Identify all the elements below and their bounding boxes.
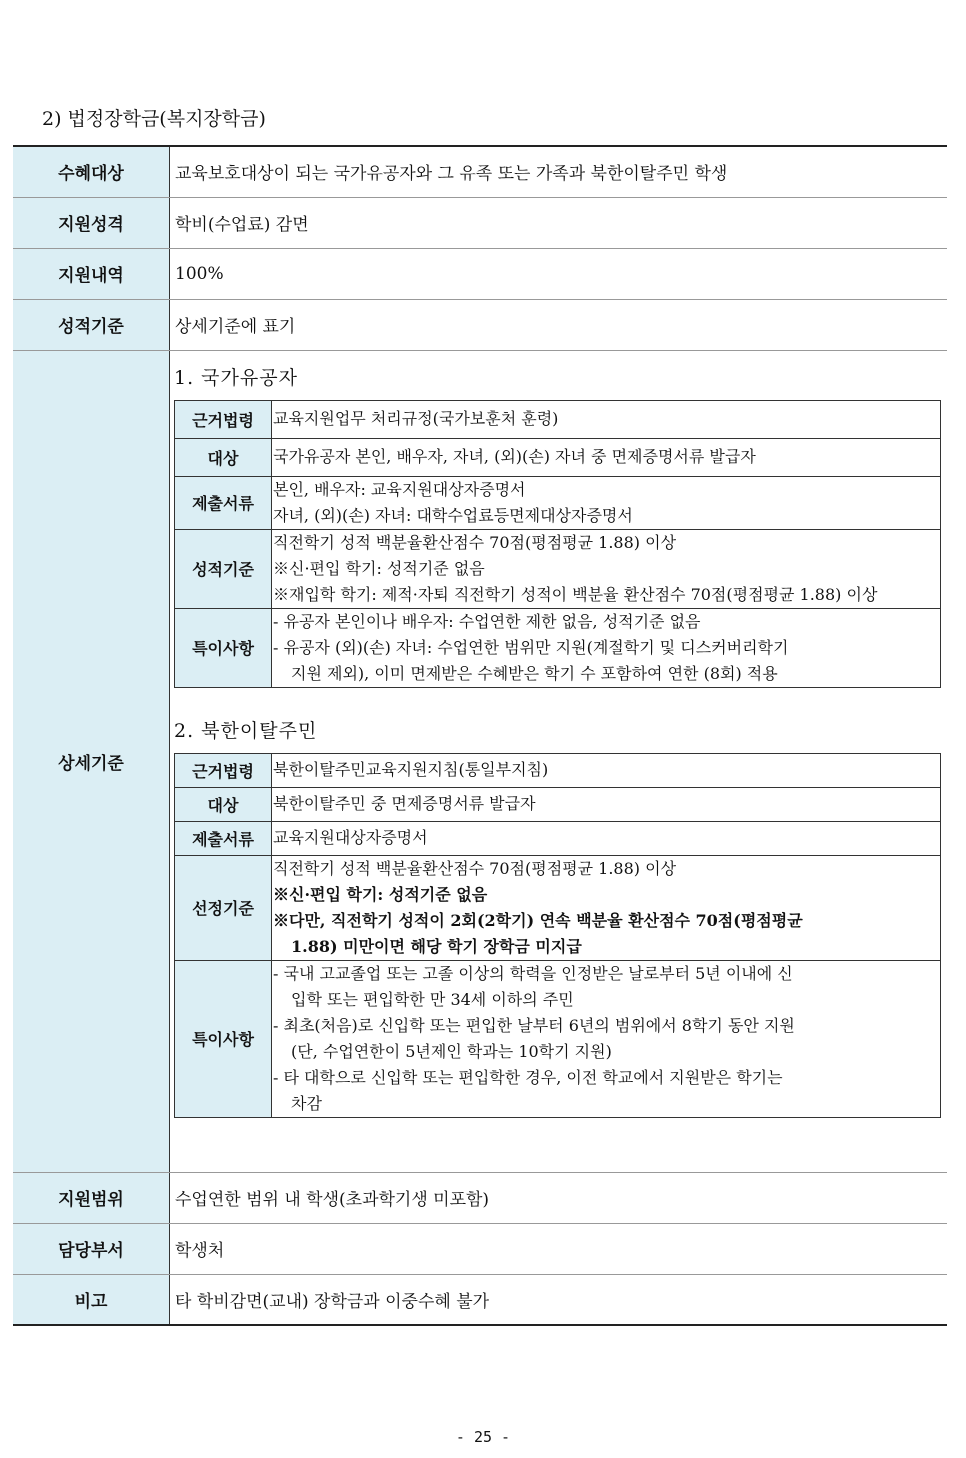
row-label: 성적기준 [13, 299, 170, 350]
merit-special [272, 608, 941, 687]
row-label: 지원내역 [13, 248, 170, 299]
row-amount [13, 248, 947, 299]
grade-line: ※신·편입 학기: 성적기준 없음 [273, 884, 488, 904]
defector-special-label: 특이사항 [175, 960, 272, 1117]
special-line: (단, 수업연한이 5년제인 학과는 10학기 지원) [291, 1041, 612, 1061]
scholarship-table [13, 145, 947, 1326]
special-line: - 타 대학으로 신입학 또는 편입학한 경우, 이전 학교에서 지원받은 학기는 [273, 1067, 783, 1087]
doc-line: 자녀, (외)(손) 자녀: 대학수업료등면제대상자증명서 [273, 505, 633, 525]
merit-target-label: 대상 [175, 438, 272, 476]
merit-table [174, 400, 941, 688]
grade-line: ※다만, 직전학기 성적이 2회(2학기) 연속 백분율 환산점수 70점(평점평균 [273, 910, 803, 930]
defector-docs-label: 제출서류 [175, 821, 272, 855]
row-label: 수혜대상 [13, 146, 170, 197]
merit-law-label: 근거법령 [175, 400, 272, 438]
row-label: 지원성격 [13, 197, 170, 248]
row-nature [13, 197, 947, 248]
special-line: - 국내 고교졸업 또는 고졸 이상의 학력을 인정받은 날로부터 5년 이내에 신 [273, 963, 793, 983]
row-range [13, 1172, 947, 1223]
special-line: - 유공자 본인이나 배우자: 수업연한 제한 없음, 성적기준 없음 [273, 611, 701, 631]
merit-law: 교육지원업무 처리규정(국가보훈처 훈령) [272, 400, 941, 438]
section-title: 2) 법정장학금(복지장학금) [42, 108, 266, 130]
special-line: 지원 제외), 이미 면제받은 수혜받은 학기 수 포함하여 연한 (8회) 적용 [291, 663, 778, 683]
doc-line: 본인, 배우자: 교육지원대상자증명서 [273, 479, 526, 499]
defector-law: 북한이탈주민교육지원지침(통일부지침) [272, 753, 941, 787]
row-value: 타 학비감면(교내) 장학금과 이중수혜 불가 [175, 1291, 490, 1312]
defector-grade [272, 855, 941, 960]
row-label: 담당부서 [13, 1223, 170, 1274]
page-number: - 25 - [455, 1428, 511, 1446]
defector-special [272, 960, 941, 1117]
row-detail [13, 350, 947, 1172]
grade-line: ※재입학 학기: 제적·자퇴 직전학기 성적이 백분율 환산점수 70점(평점평균 1.88) 이상 [273, 584, 878, 604]
defector-docs: 교육지원대상자증명서 [272, 821, 941, 855]
row-value: 학생처 [170, 1223, 948, 1274]
merit-docs [272, 476, 941, 529]
merit-docs-label: 제출서류 [175, 476, 272, 529]
defector-law-label: 근거법령 [175, 753, 272, 787]
grade-line: 직전학기 성적 백분율환산점수 70점(평점평균 1.88) 이상 [273, 858, 677, 878]
row-value: 학비(수업료) 감면 [170, 197, 948, 248]
grade-line: 직전학기 성적 백분율환산점수 70점(평점평균 1.88) 이상 [273, 532, 677, 552]
merit-title: 1. 국가유공자 [174, 366, 298, 389]
row-value: 수업연한 범위 내 학생(초과학기생 미포함) [170, 1172, 948, 1223]
row-target [13, 146, 947, 197]
merit-grade-label: 성적기준 [175, 529, 272, 608]
row-label: 상세기준 [13, 350, 170, 1172]
defector-table [174, 753, 941, 1118]
row-grade [13, 299, 947, 350]
row-label: 지원범위 [13, 1172, 170, 1223]
defector-grade-label: 선정기준 [175, 855, 272, 960]
special-line: - 유공자 (외)(손) 자녀: 수업연한 범위만 지원(계절학기 및 디스커버리학기 [273, 637, 789, 657]
detail-content [170, 350, 948, 1172]
row-value: 상세기준에 표기 [170, 299, 948, 350]
grade-line: ※신·편입 학기: 성적기준 없음 [273, 558, 485, 578]
special-line: - 최초(처음)로 신입학 또는 편입한 날부터 6년의 범위에서 8학기 동안 지원 [273, 1015, 795, 1035]
merit-special-label: 특이사항 [175, 608, 272, 687]
special-line: 입학 또는 편입학한 만 34세 이하의 주민 [291, 989, 574, 1009]
row-value: 교육보호대상이 되는 국가유공자와 그 유족 또는 가족과 북한이탈주민 학생 [170, 146, 948, 197]
grade-line: 1.88) 미만이면 해당 학기 장학금 미지급 [291, 936, 582, 956]
row-dept [13, 1223, 947, 1274]
merit-target: 국가유공자 본인, 배우자, 자녀, (외)(손) 자녀 중 면제증명서류 발급자 [272, 438, 941, 476]
defector-target: 북한이탈주민 중 면제증명서류 발급자 [272, 787, 941, 821]
special-line: 차감 [291, 1093, 322, 1113]
row-note [13, 1274, 947, 1325]
defector-target-label: 대상 [175, 787, 272, 821]
defector-title: 2. 북한이탈주민 [174, 719, 318, 742]
merit-grade [272, 529, 941, 608]
row-value: 100% [170, 248, 948, 299]
row-label: 비고 [13, 1274, 170, 1325]
